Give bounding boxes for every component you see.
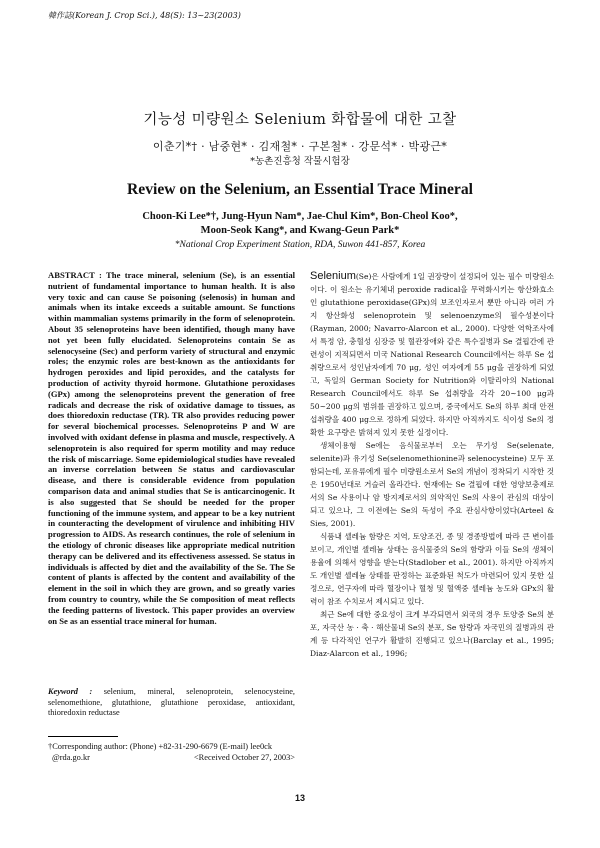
page-number: 13 bbox=[294, 793, 305, 803]
english-title: Review on the Selenium, an Essential Trace Mineral bbox=[127, 181, 473, 198]
footnote-line2 bbox=[48, 753, 295, 764]
english-authors bbox=[0, 210, 600, 238]
keyword-text: selenium, mineral, selenoprotein, selenocysteine, selenomethione, glutathione, glutathione peroxidase, antioxidant, thioredoxin reductase bbox=[48, 687, 296, 717]
footnote-line1: †Corresponding author: (Phone) +82-31-290-6679 (E-mail) lee0ck bbox=[48, 742, 273, 751]
keywords bbox=[48, 687, 295, 719]
english-authors-line2: Moon-Seok Kang*, and Kwang-Geun Park* bbox=[200, 225, 400, 236]
corresponding-author-footnote bbox=[48, 742, 295, 763]
body-paragraph-2: 생체이용형 Se에는 음식물로부터 오는 무기성 Se(selenate, selenite)과 유기성 Se(selenomethionine과 selenocysteine) 모두 포함되는데, 포유류에게 필수 미량원소로서 Se의 개념이 정착되기 시작한 것은 1950년대로 거슬러 올라간다. 현재에는 Se 결핍에 대한 영양보충제로서의 Se 사용이나 암 방지제로서의 의약적인 Se의 사용이 관심의 대상이 되고 있으나, 그 이전에는 Se의 독성이 주요 관심사항이었다(Arteel & Sies, 2001). bbox=[310, 441, 554, 528]
korean-affiliation: *농촌진흥청 작물시험장 bbox=[250, 156, 350, 167]
body-paragraph-1 bbox=[310, 270, 554, 439]
footnote-rule bbox=[48, 736, 118, 737]
body-paragraph-4: 최근 Se에 대한 중요성이 크게 부각되면서 외국의 경우 토양중 Se의 분포, 자국산 농 · 축 · 해산물내 Se의 분포, Se 함량과 자국민의 질병과의 관계 등 다각적인 연구가 활발히 진행되고 있으나(Barclay et al., 1995; Diaz-Alarcon et al., 1996; bbox=[310, 610, 554, 658]
body-dropcap-word: Selenium bbox=[310, 270, 356, 282]
journal-citation: 韓作誌(Korean J. Crop Sci.), 48(S): 13~23(2003) bbox=[48, 11, 241, 20]
received-date: <Received October 27, 2003> bbox=[193, 752, 295, 762]
keyword-label: Keyword : bbox=[48, 687, 93, 696]
footnote-email-domain: @rda.go.kr bbox=[52, 752, 90, 762]
english-authors-line1: Choon-Ki Lee*†, Jung-Hyun Nam*, Jae-Chul Kim*, Bon-Cheol Koo*, bbox=[142, 211, 458, 222]
korean-authors: 이춘기*† · 남중현* · 김재철* · 구본철* · 강문석* · 박광근* bbox=[152, 140, 448, 153]
body-text-column bbox=[310, 270, 554, 660]
korean-title: 기능성 미량원소 Selenium 화합물에 대한 고찰 bbox=[143, 112, 457, 128]
abstract: ABSTRACT : The trace mineral, selenium (Se), is an essential nutrient of fundamental importance to human health. It is also very toxic and can cause Se poisoning (selenosis) in human and animals when its intake exceeds a suitable amount. Se functions within mammalian systems primarily in the form of selenoprotein. About 35 selenoproteins have been identified, though many have not yet been fully elucidated. Selenoproteins contain Se as selenocyseine (Sec) and perform variety of structural and enzymic roles; the enzymic roles are best-known as the antioxidants for hydrogen peroxides and lipid peroxides, and the catalysts for production of activity thyroid hormone. Glutathione peroxidases (GPx) among the selenoproteins prevent the generation of free radicals and decrease the risk of oxidative damage to tissues, as does thioredoxin reductase (TR). TR also provides reducing power for several biochemical processes. Selenoproteins P and W are involved with oxidant defense in plasma and muscle, respectively. A selenoprotein is also required for sperm motility and may reduce the risk of miscarriage. Some epidemiological studies have revealed an inverse correlation between Se status and cardiovascular disease, and there is considerable evidence from population comparison data and animal studies that Se is anticarcinogenic. It is also suggested that Se should be needed for the proper functioning of the immune system, and appear to be a key nutrient in counteracting the development of virulence and inhibiting HIV progression to AIDS. As research continues, the role of selenium in the etiology of chronic diseases like appropriate medical nutrition therapy can be delivered and its effectiveness assessed. Se status in individuals is affected by diet and the availability of the Se. The Se content of plants is affected by the content and availability of the element in the soil in which they are grown, and so greatly varies from country to country, while the Se composition of meat reflects the feeding patterns of livestock. This paper provides an overview on Se as an essential trace mineral for human. bbox=[48, 270, 295, 626]
body-paragraph-1-text: (Se)은 사람에게 1일 권장량이 설정되어 있는 필수 미량원소이다. 이 원소는 유기체내 peroxide radical을 무력화시키는 항산화효소인 glutathione peroxidase(GPx)의 보조인자로서 뿐만 아니라 여러 가지 항산화성 selenoprotein 및 selenoenzyme의 필수성분이다(Rayman, 2000; Navarro-Alarcon et al., 2000). 다양한 역학조사에서 특정 암, 충혈성 심장증 및 혈관장애와 같은 특수질병과 Se 결핍간에 관련성이 지적되면서 미국 National Research Council에서는 하루 Se 섭취량으로서 성인남자에게 70 μg, 성인 여자에게 55 μg을 권장하게 되었고, 독일의 German Society for Nutrition와 이탈리아의 National Research Council에서도 하루 Se 섭취량을 각각 20~100 μg과 50~200 μg의 범위를 권장하고 있으며, 중국에서도 Se의 하루 최대 안전 섭취량을 400 μg으로 정하게 되었다. 하지만 아직까지도 식이성 Se의 정확한 요구량은 밝혀져 있지 못한 실정이다. bbox=[310, 272, 554, 437]
body-paragraph-3: 식품내 셀레늄 함량은 지역, 토양조건, 종 및 경종방법에 따라 큰 변이를 보이고, 개인별 셀레늄 상태는 음식물중의 Se의 함량과 이들 Se의 생체이용율에 의해서 영향을 받는다(Stadlober et al., 2001). 하지만 아직까지도 개인별 셀레늄 상태를 판정하는 표준화된 척도가 마련되어 있지 못한 실정으로, 연구자에 따라 혈장이나 혈청 및 혈액중 셀레늄 농도와 GPx의 활력이 참조 수치로서 제시되고 있다. bbox=[310, 532, 554, 606]
english-affiliation: *National Crop Experiment Station, RDA, Suwon 441-857, Korea bbox=[174, 240, 426, 250]
